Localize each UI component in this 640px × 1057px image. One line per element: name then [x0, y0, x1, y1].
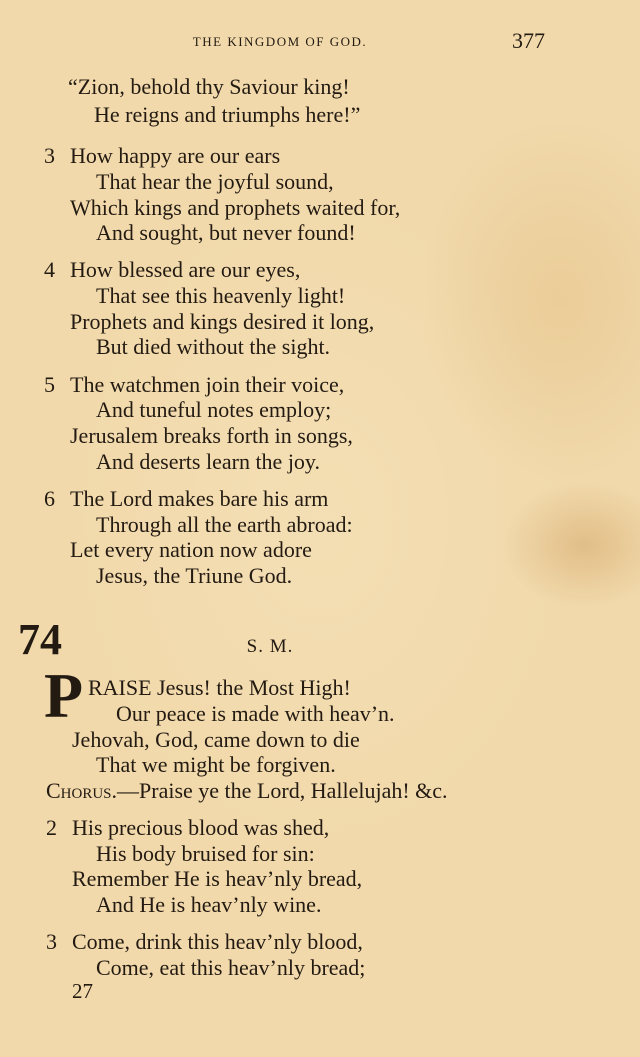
verse-line: Jesus, the Triune God. — [96, 563, 293, 588]
verse-line: The watchmen join their voice, — [70, 372, 345, 397]
chorus-label: Chorus. — [46, 778, 118, 803]
verse-number: 4 — [44, 257, 55, 282]
verse-line: But died without the sight. — [96, 334, 331, 359]
verse-line: Come, drink this heav’nly blood, — [72, 929, 363, 954]
hymn-number: 74 — [18, 615, 62, 664]
verse-line: And sought, but never found! — [96, 220, 356, 245]
verse-number: 2 — [46, 815, 57, 840]
chorus-text: —Praise ye the Lord, Hallelujah! &c. — [117, 778, 448, 803]
verse-line: That we might be forgiven. — [96, 752, 336, 777]
verse-line: His precious blood was shed, — [72, 815, 330, 840]
verse-line: Through all the earth abroad: — [96, 512, 353, 537]
verse-line: Our peace is made with heav’n. — [116, 701, 395, 726]
verse-line: That hear the joyful sound, — [96, 169, 334, 194]
verse-line: RAISE Jesus! the Most High! — [88, 675, 351, 700]
verse-number: 5 — [44, 372, 55, 397]
verse-line: How happy are our ears — [70, 143, 281, 168]
verse-line: That see this heavenly light! — [96, 283, 346, 308]
verse-number: 3 — [46, 929, 57, 954]
verse-line: And deserts learn the joy. — [96, 449, 321, 474]
verse-line: How blessed are our eyes, — [70, 257, 301, 282]
verse-line: And He is heav’nly wine. — [96, 892, 322, 917]
verse-line: Come, eat this heav’nly bread; — [96, 955, 366, 980]
verse-line: Which kings and prophets waited for, — [70, 195, 401, 220]
signature-mark: 27 — [72, 979, 93, 1003]
verse-line: Prophets and kings desired it long, — [70, 309, 375, 334]
verse-number: 3 — [44, 143, 55, 168]
verse-number: 6 — [44, 486, 55, 511]
chorus-line — [46, 778, 448, 804]
verse-line: Jehovah, God, came down to die — [72, 727, 360, 752]
drop-cap: P — [44, 660, 84, 731]
verse-line: Remember He is heav’nly bread, — [72, 866, 363, 891]
hymn-meter: S. M. — [246, 636, 294, 657]
verse-line: And tuneful notes employ; — [96, 397, 332, 422]
running-title: THE KINGDOM OF GOD. — [192, 34, 368, 49]
verse-line: Let every nation now adore — [70, 537, 312, 562]
page-number: 377 — [512, 28, 545, 53]
verse-line: The Lord makes bare his arm — [70, 486, 329, 511]
verse-line: “Zion, behold thy Saviour king! — [68, 74, 350, 99]
verse-line: Jerusalem breaks forth in songs, — [70, 423, 353, 448]
verse-line: His body bruised for sin: — [96, 841, 315, 866]
verse-line: He reigns and triumphs here!” — [94, 102, 361, 127]
